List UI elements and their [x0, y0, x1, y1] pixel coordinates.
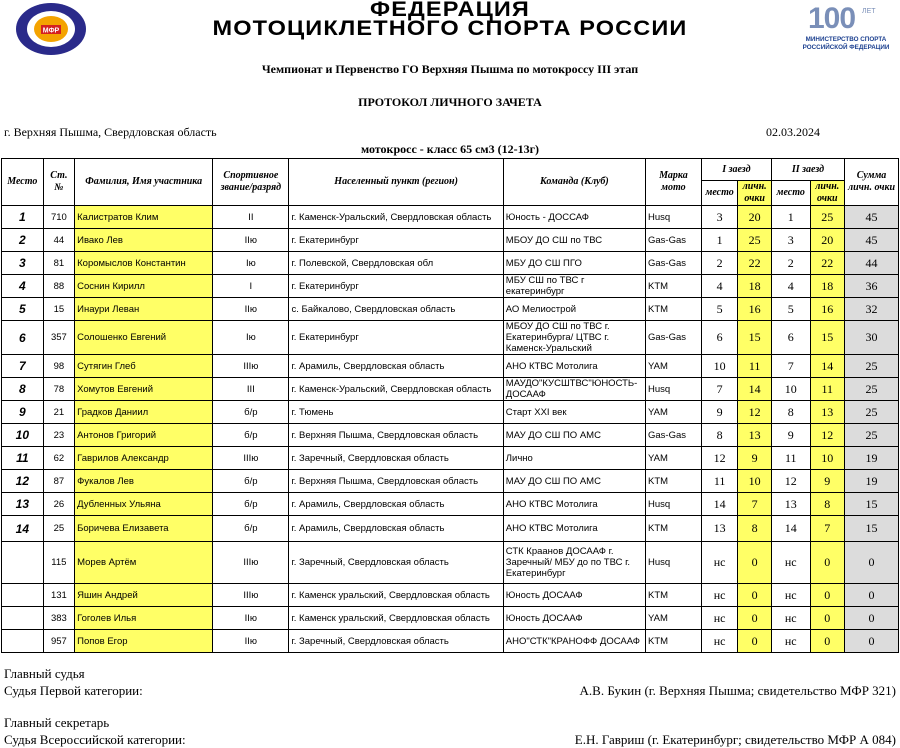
cell-rank: б/р — [213, 493, 289, 516]
cell-team: МАУДО"КУСШТВС"ЮНОСТЬ-ДОСААФ — [503, 378, 645, 401]
cell-place: 9 — [2, 401, 44, 424]
cell-place: 11 — [2, 447, 44, 470]
table-row — [2, 607, 899, 630]
cell-p2: нс — [771, 607, 810, 630]
cell-place: 1 — [2, 206, 44, 229]
cell-place: 3 — [2, 252, 44, 275]
cell-total: 0 — [845, 584, 899, 607]
cell-p1: 1 — [701, 229, 738, 252]
cell-name: Инаури Леван — [75, 298, 213, 321]
cell-team: АНО КТВС Мотолига — [503, 516, 645, 542]
cell-rank: б/р — [213, 516, 289, 542]
cell-place — [2, 630, 44, 653]
cell-no: 115 — [43, 542, 74, 584]
col-race1-pts: личн. очки — [738, 181, 772, 206]
cell-team: Юность ДОСААФ — [503, 584, 645, 607]
cell-team: АНО КТВС Мотолига — [503, 493, 645, 516]
cell-s1: 10 — [738, 470, 772, 493]
judge-title: Главный судья — [4, 666, 85, 681]
cell-p2: нс — [771, 542, 810, 584]
cell-p1: нс — [701, 607, 738, 630]
cell-rank: IIIю — [213, 542, 289, 584]
cell-p2: 13 — [771, 493, 810, 516]
cell-rank: IIю — [213, 630, 289, 653]
cell-s1: 25 — [738, 229, 772, 252]
col-race2: II заезд — [771, 159, 844, 181]
cell-moto: KTM — [645, 516, 701, 542]
cell-total: 36 — [845, 275, 899, 298]
cell-team: Лично — [503, 447, 645, 470]
cell-rank: IIю — [213, 298, 289, 321]
col-name: Фамилия, Имя участника — [75, 159, 213, 206]
cell-team: АНО КТВС Мотолига — [503, 355, 645, 378]
col-race1-pos: место — [701, 181, 738, 206]
cell-total: 0 — [845, 542, 899, 584]
cell-total: 15 — [845, 493, 899, 516]
table-row — [2, 584, 899, 607]
cell-place — [2, 607, 44, 630]
table-row — [2, 470, 899, 493]
cell-city: г. Полевской, Свердловская обл — [289, 252, 503, 275]
table-row — [2, 401, 899, 424]
cell-city: г. Каменск-Уральский, Свердловская область — [289, 378, 503, 401]
cell-name: Сутягин Глеб — [75, 355, 213, 378]
cell-total: 25 — [845, 378, 899, 401]
cell-moto: Gas-Gas — [645, 424, 701, 447]
cell-total: 25 — [845, 424, 899, 447]
cell-place: 13 — [2, 493, 44, 516]
cell-total: 0 — [845, 630, 899, 653]
cell-s1: 7 — [738, 493, 772, 516]
cell-s2: 12 — [810, 424, 845, 447]
cell-rank: IIю — [213, 607, 289, 630]
cell-team: Старт XXI век — [503, 401, 645, 424]
cell-no: 21 — [43, 401, 74, 424]
cell-moto: Husq — [645, 378, 701, 401]
cell-no: 357 — [43, 321, 74, 355]
cell-total: 25 — [845, 401, 899, 424]
cell-no: 957 — [43, 630, 74, 653]
cell-s2: 25 — [810, 206, 845, 229]
cell-name: Соснин Кирилл — [75, 275, 213, 298]
cell-moto: YAM — [645, 355, 701, 378]
cell-s1: 13 — [738, 424, 772, 447]
secretary-name: Е.Н. Гавриш (г. Екатеринбург; свидетельство МФР А 084) — [574, 732, 896, 747]
cell-p1: 12 — [701, 447, 738, 470]
table-row — [2, 378, 899, 401]
cell-moto: YAM — [645, 447, 701, 470]
cell-team: МБУ ДО СШ ПГО — [503, 252, 645, 275]
table-row — [2, 275, 899, 298]
cell-name: Гаврилов Александр — [75, 447, 213, 470]
cell-p2: 6 — [771, 321, 810, 355]
cell-p2: 8 — [771, 401, 810, 424]
cell-name: Попов Егор — [75, 630, 213, 653]
cell-team: МБОУ ДО СШ по ТВС — [503, 229, 645, 252]
cell-no: 78 — [43, 378, 74, 401]
cell-rank: IIIю — [213, 447, 289, 470]
table-row — [2, 630, 899, 653]
cell-s2: 20 — [810, 229, 845, 252]
logo-caption2: РОССИЙСКОЙ ФЕДЕРАЦИИ — [802, 44, 890, 51]
cell-place: 12 — [2, 470, 44, 493]
cell-total: 44 — [845, 252, 899, 275]
judge-category: Судья Первой категории: — [4, 683, 143, 698]
cell-no: 98 — [43, 355, 74, 378]
results-table — [1, 158, 899, 653]
cell-place: 4 — [2, 275, 44, 298]
secretary-title: Главный секретарь — [4, 715, 110, 730]
cell-moto: KTM — [645, 298, 701, 321]
cell-rank: IIIю — [213, 584, 289, 607]
cell-city: г. Каменск-Уральский, Свердловская область — [289, 206, 503, 229]
secretary-category: Судья Всероссийской категории: — [4, 732, 186, 747]
cell-s1: 12 — [738, 401, 772, 424]
cell-place: 8 — [2, 378, 44, 401]
logo-number: 100 — [808, 2, 856, 35]
cell-place — [2, 584, 44, 607]
cell-moto: YAM — [645, 607, 701, 630]
cell-moto: Husq — [645, 493, 701, 516]
cell-p1: 7 — [701, 378, 738, 401]
col-race2-pos: место — [771, 181, 810, 206]
cell-city: г. Заречный, Свердловская область — [289, 630, 503, 653]
cell-team: МАУ ДО СШ ПО АМС — [503, 470, 645, 493]
table-row — [2, 516, 899, 542]
cell-s1: 11 — [738, 355, 772, 378]
cell-moto: KTM — [645, 470, 701, 493]
cell-p2: 3 — [771, 229, 810, 252]
cell-no: 44 — [43, 229, 74, 252]
cell-no: 15 — [43, 298, 74, 321]
cell-total: 0 — [845, 607, 899, 630]
cell-s2: 0 — [810, 630, 845, 653]
cell-city: г. Екатеринбург — [289, 321, 503, 355]
cell-p1: нс — [701, 542, 738, 584]
cell-total: 19 — [845, 470, 899, 493]
cell-moto: Husq — [645, 542, 701, 584]
cell-s1: 20 — [738, 206, 772, 229]
cell-p1: 10 — [701, 355, 738, 378]
cell-s2: 14 — [810, 355, 845, 378]
cell-s1: 0 — [738, 584, 772, 607]
location: г. Верхняя Пышма, Свердловская область — [4, 125, 217, 139]
cell-name: Ивако Лев — [75, 229, 213, 252]
cell-city: г. Каменск уральский, Свердловская область — [289, 584, 503, 607]
cell-no: 88 — [43, 275, 74, 298]
cell-p2: 2 — [771, 252, 810, 275]
cell-p2: 1 — [771, 206, 810, 229]
cell-s1: 16 — [738, 298, 772, 321]
cell-city: с. Байкалово, Свердловская область — [289, 298, 503, 321]
cell-rank: IIю — [213, 229, 289, 252]
cell-s2: 7 — [810, 516, 845, 542]
cell-p1: 9 — [701, 401, 738, 424]
cell-no: 87 — [43, 470, 74, 493]
cell-no: 62 — [43, 447, 74, 470]
col-race2-pts: личн. очки — [810, 181, 845, 206]
cell-s1: 9 — [738, 447, 772, 470]
cell-p2: 9 — [771, 424, 810, 447]
table-row — [2, 493, 899, 516]
cell-place: 14 — [2, 516, 44, 542]
cell-name: Морев Артём — [75, 542, 213, 584]
cell-s1: 14 — [738, 378, 772, 401]
cell-p2: нс — [771, 630, 810, 653]
cell-no: 710 — [43, 206, 74, 229]
cell-s2: 15 — [810, 321, 845, 355]
cell-no: 383 — [43, 607, 74, 630]
cell-p2: 4 — [771, 275, 810, 298]
cell-name: Градков Даниил — [75, 401, 213, 424]
cell-name: Хомутов Евгений — [75, 378, 213, 401]
federation-title-line2: МОТОЦИКЛЕТНОГО СПОРТА РОССИИ — [212, 17, 688, 40]
cell-s2: 0 — [810, 607, 845, 630]
cell-name: Гоголев Илья — [75, 607, 213, 630]
cell-moto: Gas-Gas — [645, 321, 701, 355]
date: 02.03.2024 — [766, 125, 820, 139]
ministry-100-logo — [802, 2, 890, 54]
cell-rank: Iю — [213, 252, 289, 275]
cell-moto: KTM — [645, 584, 701, 607]
cell-p1: 2 — [701, 252, 738, 275]
cell-p1: 3 — [701, 206, 738, 229]
cell-p2: 7 — [771, 355, 810, 378]
cell-s2: 10 — [810, 447, 845, 470]
cell-no: 26 — [43, 493, 74, 516]
table-row — [2, 542, 899, 584]
cell-p2: нс — [771, 584, 810, 607]
judge-name: А.В. Букин (г. Верхняя Пышма; свидетельство МФР 321) — [579, 683, 896, 698]
cell-s2: 8 — [810, 493, 845, 516]
cell-s1: 0 — [738, 542, 772, 584]
cell-no: 23 — [43, 424, 74, 447]
cell-place: 10 — [2, 424, 44, 447]
cell-p2: 14 — [771, 516, 810, 542]
cell-name: Коромыслов Константин — [75, 252, 213, 275]
cell-total: 32 — [845, 298, 899, 321]
cell-s2: 22 — [810, 252, 845, 275]
table-row — [2, 229, 899, 252]
cell-name: Боричева Елизавета — [75, 516, 213, 542]
cell-total: 19 — [845, 447, 899, 470]
cell-no: 81 — [43, 252, 74, 275]
cell-city: г. Арамиль, Свердловская область — [289, 355, 503, 378]
cell-city: г. Арамиль, Свердловская область — [289, 516, 503, 542]
cell-p2: 11 — [771, 447, 810, 470]
cell-team: АО Мелиострой — [503, 298, 645, 321]
table-row — [2, 298, 899, 321]
cell-name: Дубленных Ульяна — [75, 493, 213, 516]
cell-city: г. Екатеринбург — [289, 229, 503, 252]
cell-no: 25 — [43, 516, 74, 542]
cell-place: 2 — [2, 229, 44, 252]
cell-place: 5 — [2, 298, 44, 321]
cell-moto: Gas-Gas — [645, 229, 701, 252]
federation-title-line1: ФЕДЕРАЦИЯ — [370, 0, 530, 21]
cell-name: Антонов Григорий — [75, 424, 213, 447]
cell-p1: 4 — [701, 275, 738, 298]
cell-moto: YAM — [645, 401, 701, 424]
cell-s2: 11 — [810, 378, 845, 401]
cell-total: 30 — [845, 321, 899, 355]
logo-caption1: МИНИСТЕРСТВО СПОРТА — [805, 36, 887, 43]
cell-moto: Husq — [645, 206, 701, 229]
cell-name: Калистратов Клим — [75, 206, 213, 229]
table-row — [2, 206, 899, 229]
cell-moto: KTM — [645, 275, 701, 298]
cell-rank: III — [213, 378, 289, 401]
cell-rank: б/р — [213, 470, 289, 493]
cell-no: 131 — [43, 584, 74, 607]
cell-rank: б/р — [213, 424, 289, 447]
cell-city: г. Верхняя Пышма, Свердловская область — [289, 424, 503, 447]
col-start-no: Ст. № — [43, 159, 74, 206]
cell-p1: нс — [701, 584, 738, 607]
logo-small-text: ЛЕТ — [862, 8, 876, 15]
cell-place — [2, 542, 44, 584]
cell-city: г. Заречный, Свердловская область — [289, 542, 503, 584]
championship-title: Чемпионат и Первенство ГО Верхняя Пышма по мотокроссу III этап — [261, 62, 639, 76]
col-race1: I заезд — [701, 159, 771, 181]
protocol-title: ПРОТОКОЛ ЛИЧНОГО ЗАЧЕТА — [358, 95, 542, 109]
cell-city: г. Заречный, Свердловская область — [289, 447, 503, 470]
cell-moto: KTM — [645, 630, 701, 653]
cell-name: Яшин Андрей — [75, 584, 213, 607]
cell-s2: 0 — [810, 542, 845, 584]
cell-s2: 9 — [810, 470, 845, 493]
cell-team: АНО"СТК"КРАНОФФ ДОСААФ — [503, 630, 645, 653]
cell-s1: 0 — [738, 607, 772, 630]
cell-total: 15 — [845, 516, 899, 542]
cell-city: г. Тюмень — [289, 401, 503, 424]
col-team: Команда (Клуб) — [503, 159, 645, 206]
table-row — [2, 252, 899, 275]
cell-s1: 18 — [738, 275, 772, 298]
col-rank: Спортивное звание/разряд — [213, 159, 289, 206]
col-city: Населенный пункт (регион) — [289, 159, 503, 206]
cell-s1: 15 — [738, 321, 772, 355]
cell-p1: 5 — [701, 298, 738, 321]
cell-team: МБУ СШ по ТВС г екатеринбург — [503, 275, 645, 298]
cell-p1: 8 — [701, 424, 738, 447]
cell-s1: 22 — [738, 252, 772, 275]
cell-city: г. Арамиль, Свердловская область — [289, 493, 503, 516]
col-place: Место — [2, 159, 44, 206]
cell-s2: 16 — [810, 298, 845, 321]
cell-rank: II — [213, 206, 289, 229]
cell-s2: 13 — [810, 401, 845, 424]
cell-name: Солошенко Евгений — [75, 321, 213, 355]
cell-p2: 5 — [771, 298, 810, 321]
cell-p1: 11 — [701, 470, 738, 493]
cell-total: 25 — [845, 355, 899, 378]
cell-team: МБОУ ДО СШ по ТВС г. Екатеринбурга/ ЦТВС г. Каменск-Уральский — [503, 321, 645, 355]
cell-city: г. Каменск уральский, Свердловская область — [289, 607, 503, 630]
cell-moto: Gas-Gas — [645, 252, 701, 275]
cell-rank: Iю — [213, 321, 289, 355]
svg-text:МФР: МФР — [42, 27, 60, 35]
cell-city: г. Верхняя Пышма, Свердловская область — [289, 470, 503, 493]
cell-rank: I — [213, 275, 289, 298]
table-row — [2, 424, 899, 447]
cell-p2: 10 — [771, 378, 810, 401]
cell-p1: нс — [701, 630, 738, 653]
class-title: мотокросс - класс 65 см3 (12-13г) — [360, 142, 540, 156]
cell-team: Юность - ДОССАФ — [503, 206, 645, 229]
cell-team: МАУ ДО СШ ПО АМС — [503, 424, 645, 447]
cell-s2: 18 — [810, 275, 845, 298]
cell-p1: 14 — [701, 493, 738, 516]
cell-s2: 0 — [810, 584, 845, 607]
cell-p1: 13 — [701, 516, 738, 542]
cell-place: 7 — [2, 355, 44, 378]
cell-city: г. Екатеринбург — [289, 275, 503, 298]
cell-s1: 0 — [738, 630, 772, 653]
cell-p2: 12 — [771, 470, 810, 493]
cell-name: Фукалов Лев — [75, 470, 213, 493]
cell-team: Юность ДОСААФ — [503, 607, 645, 630]
table-row — [2, 355, 899, 378]
cell-s1: 8 — [738, 516, 772, 542]
cell-place: 6 — [2, 321, 44, 355]
col-total: Сумма личн. очки — [845, 159, 899, 206]
col-moto: Марка мото — [645, 159, 701, 206]
cell-total: 45 — [845, 229, 899, 252]
table-row — [2, 321, 899, 355]
cell-rank: б/р — [213, 401, 289, 424]
table-row — [2, 447, 899, 470]
cell-total: 45 — [845, 206, 899, 229]
cell-team: СТК Краанов ДОСААФ г. Заречный/ МБУ до по ТВС г. Екатеринбург — [503, 542, 645, 584]
cell-rank: IIIю — [213, 355, 289, 378]
cell-p1: 6 — [701, 321, 738, 355]
